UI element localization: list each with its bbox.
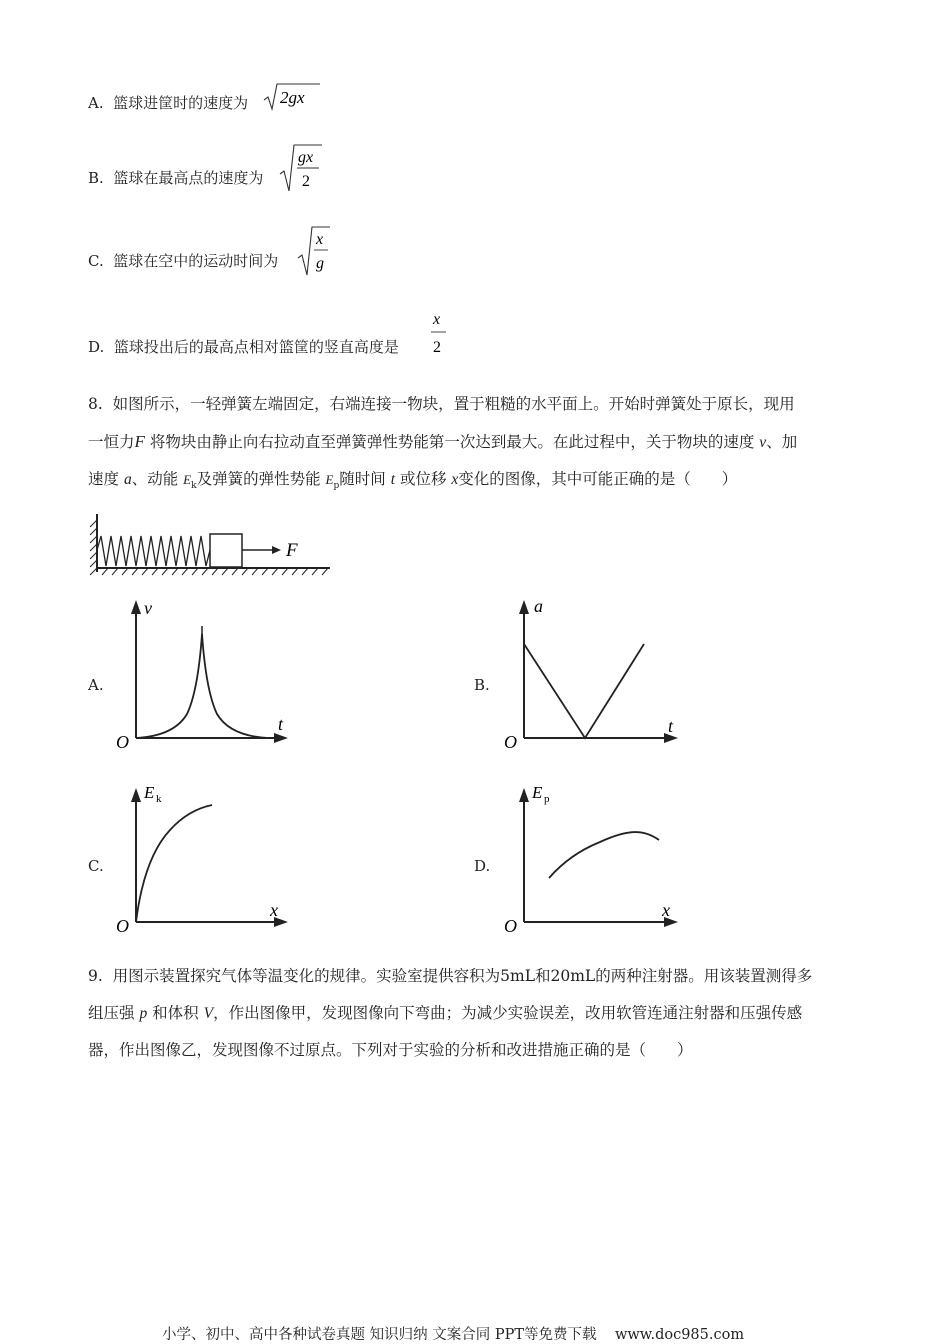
y-axis-label: a (534, 596, 543, 616)
question-line: 一恒力 (88, 433, 135, 451)
option-text: 篮球进筐时的速度为 (113, 94, 249, 112)
question-number: 8. (88, 395, 103, 413)
graph-c-label: C. (88, 857, 104, 875)
question-line: 、动能 (131, 470, 179, 488)
math-sqrt-x-over-g (296, 224, 332, 278)
x-arrow-icon (274, 733, 288, 743)
math-numerator: x (433, 311, 441, 328)
option-label: D. (88, 338, 105, 356)
math-denominator: 2 (433, 339, 441, 356)
math-sqrt-2gx (262, 80, 322, 114)
question-line: 用图示装置探究气体等温变化的规律。实验室提供容积为5mL和20mL的两种注射器。用该装置测得多 (112, 967, 813, 985)
option-label: C. (88, 252, 104, 270)
y-arrow-icon (131, 788, 141, 802)
x-axis-label: t (278, 714, 284, 734)
math-sqrt-gx-over-2 (278, 142, 324, 194)
graph-c (112, 776, 294, 936)
y-arrow-icon (519, 600, 529, 614)
question-line: 或位移 (399, 470, 447, 488)
question-9-text (88, 958, 868, 1069)
x-axis-label: x (662, 900, 670, 920)
math-numerator: gx (298, 149, 314, 166)
question-line: 器，作出图像乙，发现图像不过原点。下列对于实验的分析和改进措施正确的是（ ） (88, 1041, 693, 1059)
origin-label: O (116, 916, 129, 936)
spring (97, 536, 210, 566)
math-symbol: t (390, 471, 396, 488)
block (210, 534, 242, 567)
math-expr: 2gx (280, 88, 305, 107)
question-line: ，作出图像甲，发现图像向下弯曲；为减少实验误差，改用软管连通注射器和压强传感 (213, 1004, 803, 1022)
math-symbol: V (203, 1005, 214, 1022)
question-line: 速度 (88, 470, 120, 488)
math-denominator: 2 (302, 173, 310, 190)
y-axis-subscript: p (544, 793, 550, 805)
curve (549, 832, 659, 878)
graph-d (500, 776, 684, 936)
spring-block-figure (88, 506, 336, 578)
graph-a-label: A. (88, 676, 104, 694)
option-text: 篮球投出后的最高点相对篮筐的竖直高度是 (113, 338, 399, 356)
graph-d-label: D. (474, 857, 491, 875)
question-line: 组压强 (88, 1004, 135, 1022)
x-axis-label: t (668, 716, 674, 736)
y-arrow-icon (519, 788, 529, 802)
option-a (88, 93, 248, 113)
footer-url[interactable]: www.doc985.com (614, 1327, 745, 1343)
footer-text: 小学、初中、高中各种试卷真题 知识归纳 文案合同 PPT等免费下载 (162, 1327, 597, 1343)
question-line: 和体积 (152, 1004, 199, 1022)
question-line: 随时间 (339, 470, 386, 488)
curve (136, 805, 212, 922)
question-line: 如图所示，一轻弹簧左端固定，右端连接一物块，置于粗糙的水平面上。开始时弹簧处于原长，现用 (112, 395, 795, 413)
option-label: A. (88, 94, 104, 112)
graph-b-label: B. (474, 676, 490, 694)
y-axis-label: v (144, 598, 152, 618)
option-text: 篮球在空中的运动时间为 (113, 252, 279, 270)
y-axis-label: E (532, 783, 543, 802)
origin-label: O (504, 732, 517, 752)
question-line: 及弹簧的弹性势能 (196, 470, 321, 488)
footer (162, 1323, 744, 1344)
question-line: 变化的图像，其中可能正确的是（ ） (458, 470, 738, 488)
math-symbol: F (134, 432, 145, 451)
option-text: 篮球在最高点的速度为 (113, 169, 264, 187)
math-symbol: E (325, 472, 334, 487)
curve-rise (136, 634, 202, 738)
force-arrow (242, 546, 281, 554)
origin-label: O (504, 916, 517, 936)
v-line (524, 644, 644, 738)
floor-hatch (97, 568, 330, 575)
x-axis-label: x (270, 900, 278, 920)
graph-a (112, 596, 294, 752)
math-symbol: v (759, 434, 767, 451)
math-symbol: E (183, 472, 192, 487)
option-c (88, 251, 278, 271)
math-subscript: k (191, 481, 197, 492)
graph-b (500, 590, 684, 752)
math-symbol: p (139, 1005, 148, 1022)
math-symbol: a (123, 471, 132, 488)
option-d (88, 337, 399, 357)
math-denominator: g (316, 255, 324, 272)
question-line: 将物块由静止向右拉动直至弹簧弹性势能第一次达到最大。在此过程中，关于物块的速度 (149, 433, 755, 451)
curve-fall (202, 634, 268, 738)
question-line: 、加 (766, 433, 798, 451)
math-subscript: p (333, 481, 340, 492)
question-number: 9. (88, 967, 103, 985)
math-symbol: x (451, 471, 459, 488)
force-label: F (286, 540, 298, 561)
wall-hatch (90, 514, 97, 575)
math-numerator: x (316, 231, 324, 248)
option-label: B. (88, 169, 104, 187)
origin-label: O (116, 732, 129, 752)
math-x-over-2 (428, 308, 450, 358)
y-arrow-icon (131, 600, 141, 614)
y-axis-subscript: k (156, 793, 162, 805)
option-b (88, 168, 263, 188)
y-axis-label: E (144, 783, 155, 802)
question-8-text (88, 386, 868, 505)
